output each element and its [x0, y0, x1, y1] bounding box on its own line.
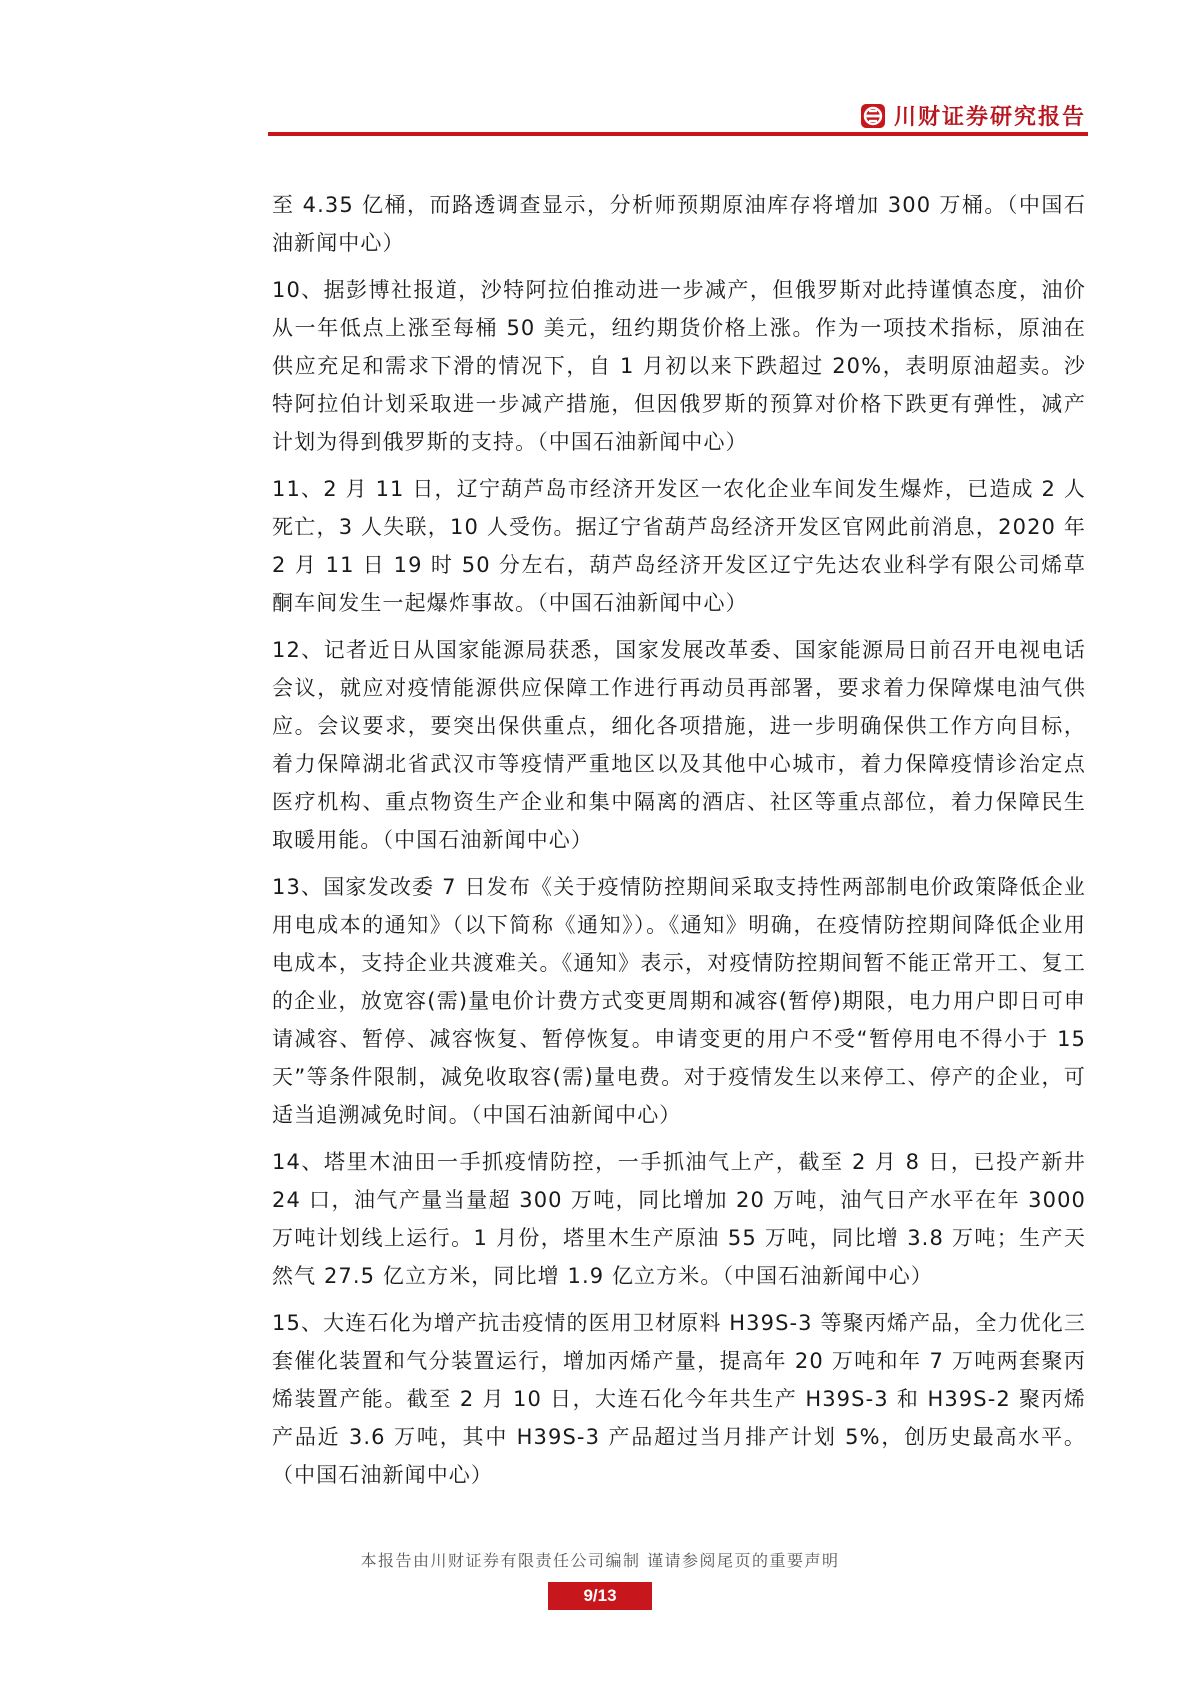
brand-name: 川财证券研究报告	[893, 104, 1086, 130]
header-rule	[268, 132, 1088, 136]
page-footer	[0, 1548, 1200, 1610]
chuancai-logo-icon	[860, 103, 886, 129]
footer-disclaimer: 本报告由川财证券有限责任公司编制 谨请参阅尾页的重要声明	[360, 1551, 840, 1570]
news-item-12: 12、记者近日从国家能源局获悉，国家发展改革委、国家能源局日前召开电视电话会议，就应对疫情能源供应保障工作进行再动员再部署，要求着力保障煤电油气供应。会议要求，要突出保供重点，细化各项措施，进一步明确保供工作方向目标，着力保障湖北省武汉市等疫情严重地区以及其他中心城市，着力保障疫情诊治定点医疗机构、重点物资生产企业和集中隔离的酒店、社区等重点部位，着力保障民生取暖用能。（中国石油新闻中心）	[272, 638, 1086, 852]
paragraph-continued: 至 4.35 亿桶，而路透调查显示，分析师预期原油库存将增加 300 万桶。（中国石油新闻中心）	[272, 193, 1086, 255]
report-body	[272, 186, 1086, 1503]
news-item-13: 13、国家发改委 7 日发布《关于疫情防控期间采取支持性两部制电价政策降低企业用电成本的通知》（以下简称《通知》）。《通知》明确，在疫情防控期间降低企业用电成本，支持企业共渡难关。《通知》表示，对疫情防控期间暂不能正常开工、复工的企业，放宽容(需)量电价计费方式变更周期和减容(暂停)期限，电力用户即日可申请减容、暂停、减容恢复、暂停恢复。申请变更的用户不受“暂停用电不得小于 15 天”等条件限制，减免收取容(需)量电费。对于疫情发生以来停工、停产的企业，可适当追溯减免时间。（中国石油新闻中心）	[272, 875, 1086, 1127]
page-header	[268, 96, 1088, 136]
news-item-14: 14、塔里木油田一手抓疫情防控，一手抓油气上产，截至 2 月 8 日，已投产新井 24 口，油气产量当量超 300 万吨，同比增加 20 万吨，油气日产水平在年 3000 万吨计划线上运行。1 月份，塔里木生产原油 55 万吨，同比增 3.8 万吨；生产天然气 27.5 亿立方米，同比增 1.9 亿立方米。（中国石油新闻中心）	[272, 1150, 1086, 1288]
brand	[860, 100, 1086, 131]
page-number: 9/13	[548, 1582, 652, 1610]
news-item-10: 10、据彭博社报道，沙特阿拉伯推动进一步减产，但俄罗斯对此持谨慎态度，油价从一年低点上涨至每桶 50 美元，纽约期货价格上涨。作为一项技术指标，原油在供应充足和需求下滑的情况下，自 1 月初以来下跌超过 20%，表明原油超卖。沙特阿拉伯计划采取进一步减产措施，但因俄罗斯的预算对价格下跌更有弹性，减产计划为得到俄罗斯的支持。（中国石油新闻中心）	[272, 278, 1086, 454]
news-item-11: 11、2 月 11 日，辽宁葫芦岛市经济开发区一农化企业车间发生爆炸，已造成 2 人死亡，3 人失联，10 人受伤。据辽宁省葫芦岛经济开发区官网此前消息，2020 年 2 月 11 日 19 时 50 分左右，葫芦岛经济开发区辽宁先达农业科学有限公司烯草酮车间发生一起爆炸事故。（中国石油新闻中心）	[272, 477, 1086, 615]
news-item-15: 15、大连石化为增产抗击疫情的医用卫材原料 H39S-3 等聚丙烯产品，全力优化三套催化装置和气分装置运行，增加丙烯产量，提高年 20 万吨和年 7 万吨两套聚丙烯装置产能。截至 2 月 10 日，大连石化今年共生产 H39S-3 和 H39S-2 聚丙烯产品近 3.6 万吨，其中 H39S-3 产品超过当月排产计划 5%，创历史最高水平。（中国石油新闻中心）	[272, 1311, 1086, 1487]
